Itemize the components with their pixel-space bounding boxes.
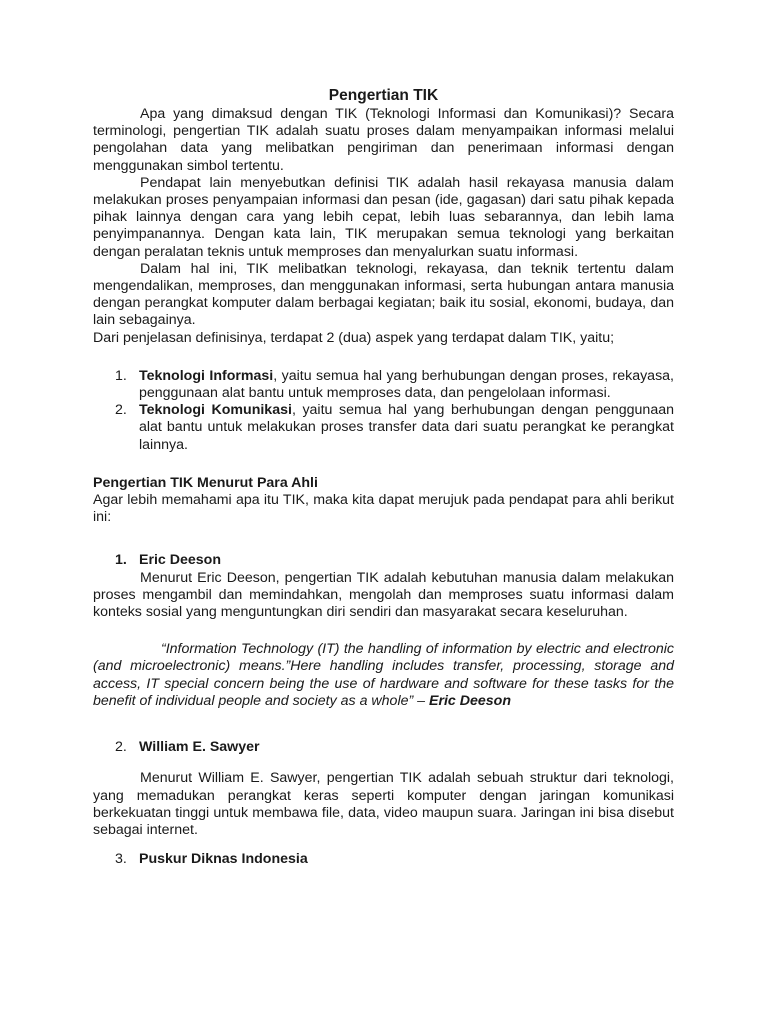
quote-author: Eric Deeson [429, 692, 512, 709]
paragraph-other-opinion: Pendapat lain menyebutkan definisi TIK adalah hasil rekayasa manusia dalam melakukan proses penyampaian informasi dan pesan (ide, gagasan) dari satu pihak kepada pihak lainnya dengan cara yang lebih cepat, lebih luas sebarannya, dan lebih lama penyimpanannya. Dengan kata lain, TIK merupakan semua teknologi yang berkaitan dengan peralatan teknis untuk memproses dan menyalurkan suatu informasi. [93, 174, 674, 260]
aspect-text: , yaitu semua hal yang berhubungan dengan proses, rekayasa, penggunaan alat bantu untuk memproses data, dan pengelolaan informasi. [139, 367, 674, 402]
expert-name: Eric Deeson [139, 552, 222, 569]
aspects-list [93, 368, 674, 454]
document-title: Pengertian TIK [328, 87, 439, 104]
expert-name: Puskur Diknas Indonesia [139, 851, 308, 868]
aspect-term: Teknologi Komunikasi [139, 402, 292, 419]
expert-text-william-sawyer: Menurut William E. Sawyer, pengertian TIK adalah sebuah struktur dari teknologi, yang memadukan perangkat keras seperti komputer dengan jaringan komunikasi berkekuatan tinggi untuk membawa file, data, video maupun suara. Jaringan ini bisa disebut sebagai internet. [93, 770, 674, 838]
expert-name: William E. Sawyer [139, 739, 260, 756]
expert-heading-eric-deeson [93, 552, 674, 569]
document-page [93, 87, 674, 868]
aspect-term: Teknologi Informasi [139, 367, 274, 384]
aspects-intro: Dari penjelasan definisinya, terdapat 2 (dua) aspek yang terdapat dalam TIK, yaitu; [93, 329, 615, 346]
list-number: 2. [115, 402, 127, 419]
list-item [93, 402, 674, 454]
quote-text: “Information Technology (IT) the handling of information by electric and electronic (and microelectronic) means.”Here handling includes transfer, processing, storage and access, IT special concern being the use of hardware and software for these tasks for the benefit of individual people and society as a whole” – [93, 641, 674, 709]
expert-text-eric-deeson: Menurut Eric Deeson, pengertian TIK adalah kebutuhan manusia dalam melakukan proses mengambil dan memindahkan, mengolah dan memproses suatu informasi dalam konteks sosial yang menguntungkan diri sendiri dan masyarakat secara keseluruhan. [93, 569, 674, 621]
expert-heading-puskur-diknas [93, 851, 674, 868]
expert-number: 2. [115, 739, 127, 756]
paragraph-definition: Apa yang dimaksud dengan TIK (Teknologi Informasi dan Komunikasi)? Secara terminologi, pengertian TIK adalah suatu proses dalam menyampaikan informasi melalui pengolahan data yang melibatkan pengiriman dan penerimaan informasi dengan menggunakan simbol tertentu. [93, 106, 674, 174]
expert-number: 1. [115, 552, 127, 569]
experts-intro: Agar lebih memahami apa itu TIK, maka kita dapat merujuk pada pendapat para ahli berikut ini: [93, 492, 674, 526]
list-item [93, 368, 674, 402]
quote-eric-deeson [93, 641, 674, 710]
aspect-text: , yaitu semua hal yang berhubungan dengan penggunaan alat bantu untuk melakukan proses transfer data dari suatu perangkat ke perangkat lainnya. [139, 402, 674, 453]
list-number: 1. [115, 367, 127, 384]
experts-heading: Pengertian TIK Menurut Para Ahli [93, 474, 318, 491]
expert-heading-william-sawyer [93, 739, 674, 756]
expert-number: 3. [115, 851, 127, 868]
paragraph-involvement: Dalam hal ini, TIK melibatkan teknologi, rekayasa, dan teknik tertentu dalam mengendalikan, memproses, dan menggunakan informasi, serta hubungan antara manusia dengan perangkat komputer dalam berbagai kegiatan; baik itu sosial, ekonomi, budaya, dan lain sebagainya. [93, 260, 674, 329]
